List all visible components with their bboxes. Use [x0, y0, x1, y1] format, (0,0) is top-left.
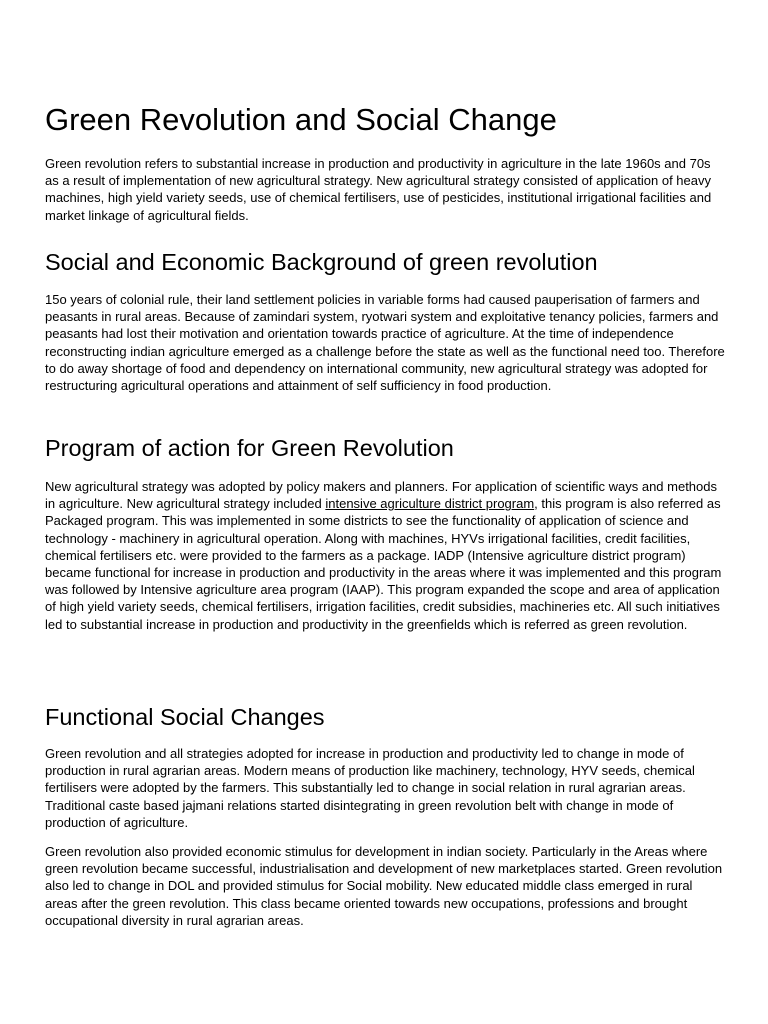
page-title: Green Revolution and Social Change: [45, 102, 557, 137]
section-heading-functional-changes: Functional Social Changes: [45, 704, 325, 730]
section-heading-program: Program of action for Green Revolution: [45, 435, 454, 461]
functional-changes-paragraph-1: Green revolution and all strategies adopted for increase in production and productivity led to change in mode of production in rural agrarian areas. Modern means of production like machinery, technology, HYV seeds, chemical fertilisers were adopted by the farmers. This substantially led to change in social relation in rural agrarian areas. Traditional caste based jajmani relations started disintegrating in green revolution belt with change in mode of production of agriculture.: [45, 746, 695, 830]
section-heading-background: Social and Economic Background of green revolution: [45, 249, 598, 275]
functional-changes-paragraph-2: Green revolution also provided economic stimulus for development in indian society. Particularly in the Areas where green revolution became successful, industrialisation and development of new marketplaces started. Green revolution also led to change in DOL and provided stimulus for Social mobility. New educated middle class emerged in rural areas after the green revolution. This class became oriented towards new occupations, professions and brought occupational diversity in rural agrarian areas.: [45, 844, 723, 928]
iadp-link[interactable]: intensive agriculture district program: [325, 496, 535, 512]
program-text-before-link: New agricultural strategy was adopted by policy makers and planners. For application of scientific ways and methods in agriculture. New agricultural strategy included: [45, 479, 718, 512]
program-text-after-link: , this program is also referred as Packaged program. This was implemented in some districts to see the functionality of application of science and technology - machinery in agricultural operation. Along with machines, HYVs irrigational facilities, credit facilities, chemical fertilisers etc. were provided to the farmers as a package. IADP (Intensive agriculture district program) became functional for increase in production and productivity in the areas where it was implemented and this program was followed by Intensive agriculture area program (IAAP). This program expanded the scope and area of application of high yield variety seeds, chemical fertilisers, irrigation facilities, credit subsidies, machineries etc. All such initiatives led to substantial increase in production and productivity in the greenfields which is referred as green revolution.: [45, 496, 722, 632]
program-paragraph: [45, 478, 725, 633]
intro-paragraph: Green revolution refers to substantial increase in production and productivity in agriculture in the late 1960s and 70s as a result of implementation of new agricultural strategy. New agricultural strategy consisted of application of heavy machines, high yield variety seeds, use of chemical fertilisers, use of pesticides, institutional irrigational facilities and market linkage of agricultural fields.: [45, 156, 712, 223]
background-paragraph: 15o years of colonial rule, their land settlement policies in variable forms had caused pauperisation of farmers and peasants in rural areas. Because of zamindari system, ryotwari system and exploitative tenancy policies, farmers and peasants had lost their motivation and orientation towards practice of agriculture. At the time of independence reconstructing indian agriculture emerged as a challenge before the state as well as the functional need too. Therefore to do away shortage of food and dependency on international community, new agricultural strategy was adopted for restructuring agricultural operations and attainment of self sufficiency in food production.: [45, 292, 725, 394]
